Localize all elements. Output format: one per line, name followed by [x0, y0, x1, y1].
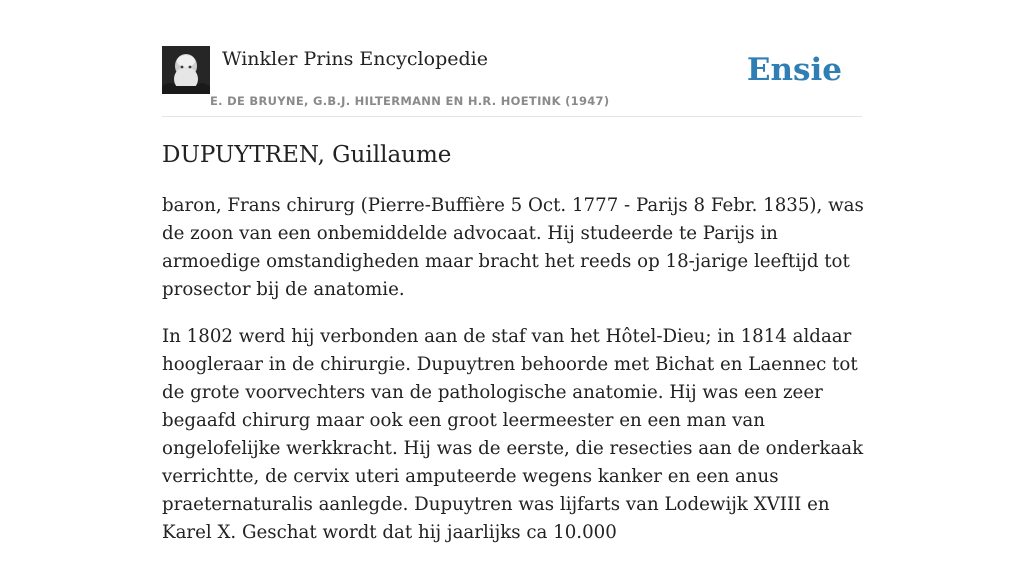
- portrait-image: [162, 46, 210, 94]
- publication-title[interactable]: Winkler Prins Encyclopedie: [222, 48, 488, 70]
- publication-authors: E. DE BRUYNE, G.B.J. HILTERMANN EN H.R. HOETINK (1947): [210, 94, 610, 108]
- article-title: DUPUYTREN, Guillaume: [162, 142, 452, 168]
- article-paragraph: In 1802 werd hij verbonden aan de staf van het Hôtel-Dieu; in 1814 aldaar hoogleraar in de chirurgie. Dupuytren behoorde met Bichat en Laennec tot de grote voorvechters van de pathologische anatomie. Hij was een zeer begaafd chirurg maar ook een groot leermeester en een man van ongelofelijke werkkracht. Hij was de eerste, die resecties aan de onderkaak verrichtte, de cervix uteri amputeerde wegens kanker en een anus praeternaturalis aanlegde. Dupuytren was lijfarts van Lodewijk XVIII en Karel X. Geschat wordt dat hij jaarlijks ca 10.000: [162, 326, 864, 543]
- author-avatar[interactable]: [162, 46, 210, 94]
- article-body: [162, 192, 867, 566]
- article-paragraph: baron, Frans chirurg (Pierre-Buffière 5 Oct. 1777 - Parijs 8 Febr. 1835), was de zoon van een onbemiddelde advocaat. Hij studeerde te Parijs in armoedige omstandigheden maar bracht het reeds op 18-jarige leeftijd tot prosector bij de anatomie.: [162, 195, 864, 300]
- site-logo[interactable]: Ensie: [746, 52, 842, 88]
- header: [162, 46, 862, 117]
